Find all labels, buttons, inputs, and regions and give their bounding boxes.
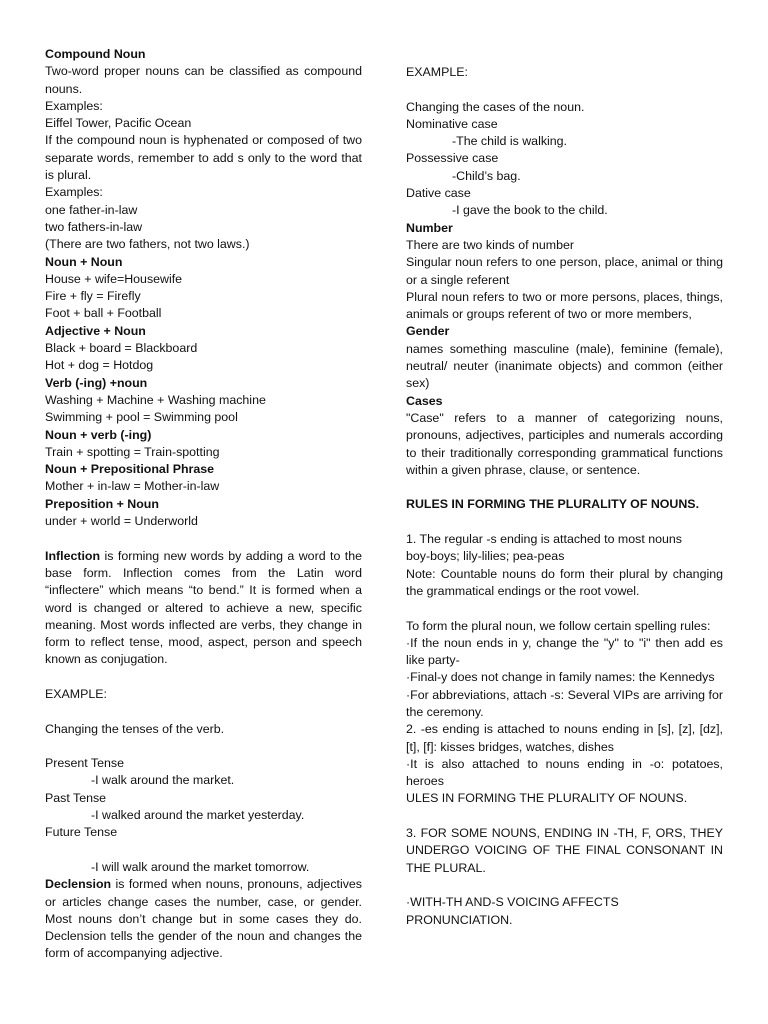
formula-line: under + world = Underworld: [45, 514, 198, 529]
present-tense-example: -I walk around the market.: [91, 773, 235, 788]
formula-line: Fire + fly = Firefly: [45, 289, 141, 304]
examples-line: Eiffel Tower, Pacific Ocean: [45, 116, 192, 131]
example-label: EXAMPLE:: [406, 65, 468, 79]
formula-line: Washing + Machine + Washing machine: [45, 392, 266, 407]
formula-line: House + wife=Housewife: [45, 271, 183, 286]
cases-heading: Cases: [406, 393, 443, 408]
spacer: [406, 600, 723, 617]
nominative-example: -The child is walking.: [452, 134, 568, 149]
spacer: [45, 842, 362, 859]
formula-line: Foot + ball + Football: [45, 306, 162, 321]
inflection-paragraph: [45, 548, 362, 669]
rule-2: 2. -es ending is attached to nouns ending in [s], [z], [dz], [t], [f]: kisses bridges, watches, dishes: [406, 722, 723, 754]
example-label: EXAMPLE:: [45, 686, 107, 701]
formula-line: Train + spotting = Train-spotting: [45, 444, 220, 459]
rule-3-th: ·WITH-TH AND-S VOICING AFFECTS PRONUNCIATION.: [406, 895, 619, 927]
spacer: [406, 81, 723, 98]
spelling-rule-abbreviations: ·For abbreviations, attach -s: Several VIPs are arriving for the ceremony.: [406, 687, 723, 719]
inflection-definition: is forming new words by adding a word to the base form. Inflection comes from the Latin word “inflectere” which means “to bend.” It is formed when a word is changed or altered to achieve a new, specific meaning. Most words inflected are verbs, they change in form to reflect tense, mood, aspect, person and speech known as conjugation.: [45, 548, 362, 667]
adjective-noun-heading: Adjective + Noun: [45, 323, 146, 338]
future-tense-example: -I will walk around the market tomorrow.: [91, 859, 310, 874]
rule-1-examples: boy-boys; lily-lilies; pea-peas: [406, 549, 565, 564]
tenses-intro: Changing the tenses of the verb.: [45, 721, 225, 736]
formula-line: Hot + dog = Hotdog: [45, 358, 154, 373]
verb-noun-heading: Verb (-ing) +noun: [45, 375, 148, 390]
declension-term: Declension: [45, 877, 112, 892]
number-heading: Number: [406, 220, 453, 235]
spacer: [45, 738, 362, 755]
cases-paragraph: "Case" refers to a manner of categorizing nouns, pronouns, adjectives, participles and numerals according to their traditionally corresponding grammatical functions within a given phrase, clause, or sentence.: [406, 410, 723, 477]
example-note: (There are two fathers, not two laws.): [45, 237, 250, 252]
compound-noun-heading: Compound Noun: [45, 47, 146, 61]
spacer: [406, 877, 723, 894]
rule-2-o-ending: ·It is also attached to nouns ending in -o: potatoes, heroes: [406, 756, 723, 789]
future-tense-label: Future Tense: [45, 825, 118, 840]
number-intro: There are two kinds of number: [406, 237, 575, 252]
rule-3: 3. FOR SOME NOUNS, ENDING IN -TH, F, ORS, THEY UNDERGO VOICING OF THE FINAL CONSONANT IN THE PLURAL.: [406, 826, 723, 875]
spelling-rule-final-y: ·Final-y does not change in family names: the Kennedys: [406, 670, 715, 685]
examples-label: Examples:: [45, 98, 103, 113]
preposition-noun-heading: Preposition + Noun: [45, 496, 159, 511]
gender-paragraph: names something masculine (male), feminine (female), neutral/ neuter (inanimate objects) and common (either sex): [406, 341, 723, 391]
spacer: [406, 808, 723, 825]
example-plural: two fathers-in-law: [45, 219, 143, 234]
plural-paragraph: Plural noun refers to two or more persons, places, things, animals or groups referent of two or more members,: [406, 289, 723, 322]
nominative-label: Nominative case: [406, 116, 498, 131]
plural-rules-heading: RULES IN FORMING THE PLURALITY OF NOUNS.: [406, 497, 700, 512]
dative-example: -I gave the book to the child.: [452, 203, 608, 218]
rule-1: 1. The regular -s ending is attached to most nouns: [406, 532, 682, 547]
possessive-label: Possessive case: [406, 151, 499, 166]
spacer: [406, 514, 723, 531]
plural-rules-repeat: ULES IN FORMING THE PLURALITY OF NOUNS.: [406, 791, 688, 806]
compound-noun-intro: Two-word proper nouns can be classified as compound nouns.: [45, 64, 362, 96]
right-column: [406, 64, 723, 929]
spelling-rule-y: ·If the noun ends in y, change the "y" to "i" then add es like party-: [406, 635, 723, 668]
formula-line: Swimming + pool = Swimming pool: [45, 410, 238, 425]
present-tense-label: Present Tense: [45, 756, 124, 771]
noun-prepositional-heading: Noun + Prepositional Phrase: [45, 462, 215, 477]
singular-paragraph: Singular noun refers to one person, place, animal or thing or a single referent: [406, 255, 723, 287]
rule-1-note: Note: Countable nouns do form their plural by changing the grammatical endings or the root vowel.: [406, 566, 723, 598]
examples-label: Examples:: [45, 185, 103, 200]
formula-line: Black + board = Blackboard: [45, 341, 198, 356]
example-singular: one father-in-law: [45, 202, 138, 217]
past-tense-example: -I walked around the market yesterday.: [91, 808, 305, 823]
hyphen-rule-paragraph: If the compound noun is hyphenated or composed of two separate words, remember to add s only to the word that is plural.: [45, 133, 362, 183]
declension-definition: is formed when nouns, pronouns, adjectives or articles change cases the number, case, or gender. Most nouns don’t change but in some cases they do. Declension tells the gender of the noun and changes the form of accompanying adjective.: [45, 877, 362, 961]
spacer: [45, 669, 362, 686]
noun-verb-heading: Noun + verb (-ing): [45, 427, 152, 442]
spelling-rules-intro: To form the plural noun, we follow certain spelling rules:: [406, 618, 711, 633]
declension-paragraph: [45, 876, 362, 962]
cases-intro: Changing the cases of the noun.: [406, 99, 585, 114]
gender-heading: Gender: [406, 324, 450, 339]
inflection-term: Inflection: [45, 548, 101, 563]
dative-label: Dative case: [406, 186, 471, 201]
noun-noun-heading: Noun + Noun: [45, 254, 123, 269]
spacer: [45, 530, 362, 547]
spacer: [45, 703, 362, 720]
left-column: [45, 46, 362, 963]
past-tense-label: Past Tense: [45, 790, 107, 805]
possessive-example: -Child’s bag.: [452, 168, 521, 183]
spacer: [406, 479, 723, 496]
formula-line: Mother + in-law = Mother-in-law: [45, 479, 220, 494]
